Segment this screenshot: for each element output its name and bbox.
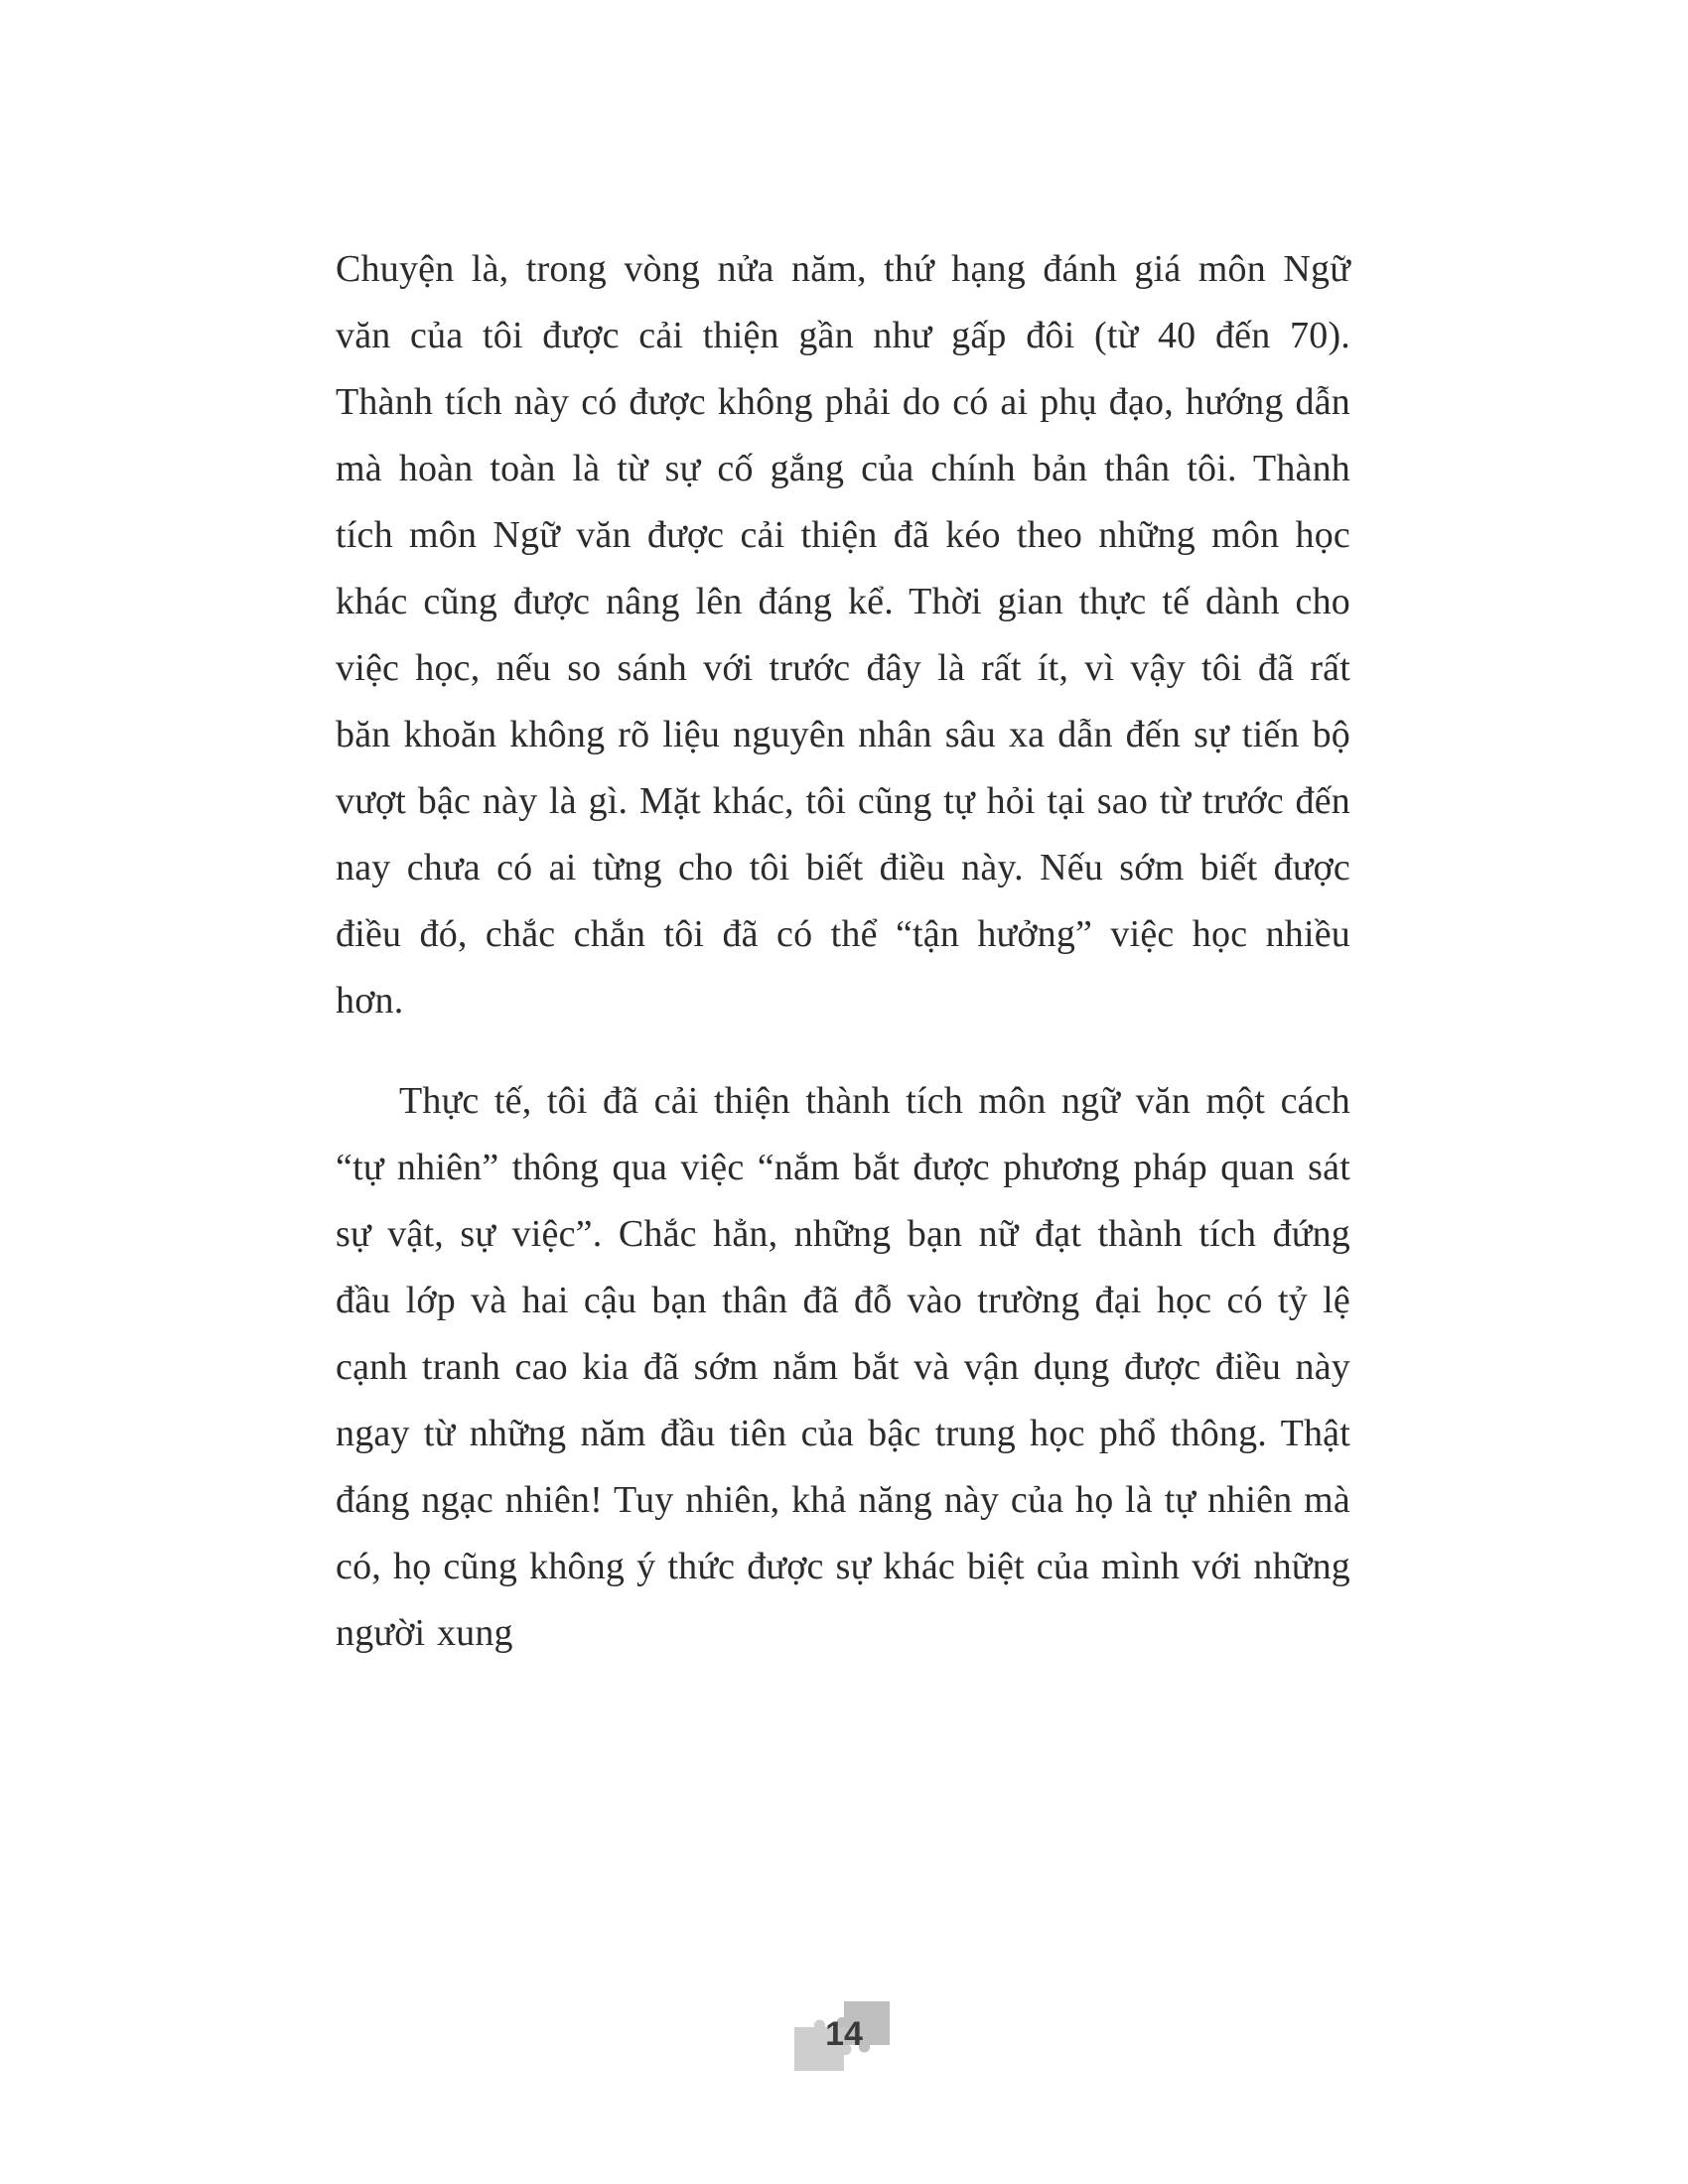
- page-footer: [0, 1991, 1688, 2077]
- footer-decoration: [780, 1991, 908, 2077]
- paragraph-1: Chuyện là, trong vòng nửa năm, thứ hạng đánh giá môn Ngữ văn của tôi được cải thiện gần như gấp đôi (từ 40 đến 70). Thành tích này có được không phải do có ai phụ đạo, hướng dẫn mà hoàn toàn là từ sự cố gắng của chính bản thân tôi. Thành tích môn Ngữ văn được cải thiện đã kéo theo những môn học khác cũng được nâng lên đáng kể. Thời gian thực tế dành cho việc học, nếu so sánh với trước đây là rất ít, vì vậy tôi đã rất băn khoăn không rõ liệu nguyên nhân sâu xa dẫn đến sự tiến bộ vượt bậc này là gì. Mặt khác, tôi cũng tự hỏi tại sao từ trước đến nay chưa có ai từng cho tôi biết điều này. Nếu sớm biết được điều đó, chắc chắn tôi đã có thể “tận hưởng” việc học nhiều hơn.: [336, 248, 1350, 1022]
- page-content: [336, 236, 1350, 1701]
- paragraph-2: Thực tế, tôi đã cải thiện thành tích môn ngữ văn một cách “tự nhiên” thông qua việc “nắm bắt được phương pháp quan sát sự vật, sự việc”. Chắc hẳn, những bạn nữ đạt thành tích đứng đầu lớp và hai cậu bạn thân đã đỗ vào trường đại học có tỷ lệ cạnh tranh cao kia đã sớm nắm bắt và vận dụng được điều này ngay từ những năm đầu tiên của bậc trung học phổ thông. Thật đáng ngạc nhiên! Tuy nhiên, khả năng này của họ là tự nhiên mà có, họ cũng không ý thức được sự khác biệt của mình với những người xung: [336, 1080, 1350, 1654]
- page-number: 14: [825, 2014, 863, 2053]
